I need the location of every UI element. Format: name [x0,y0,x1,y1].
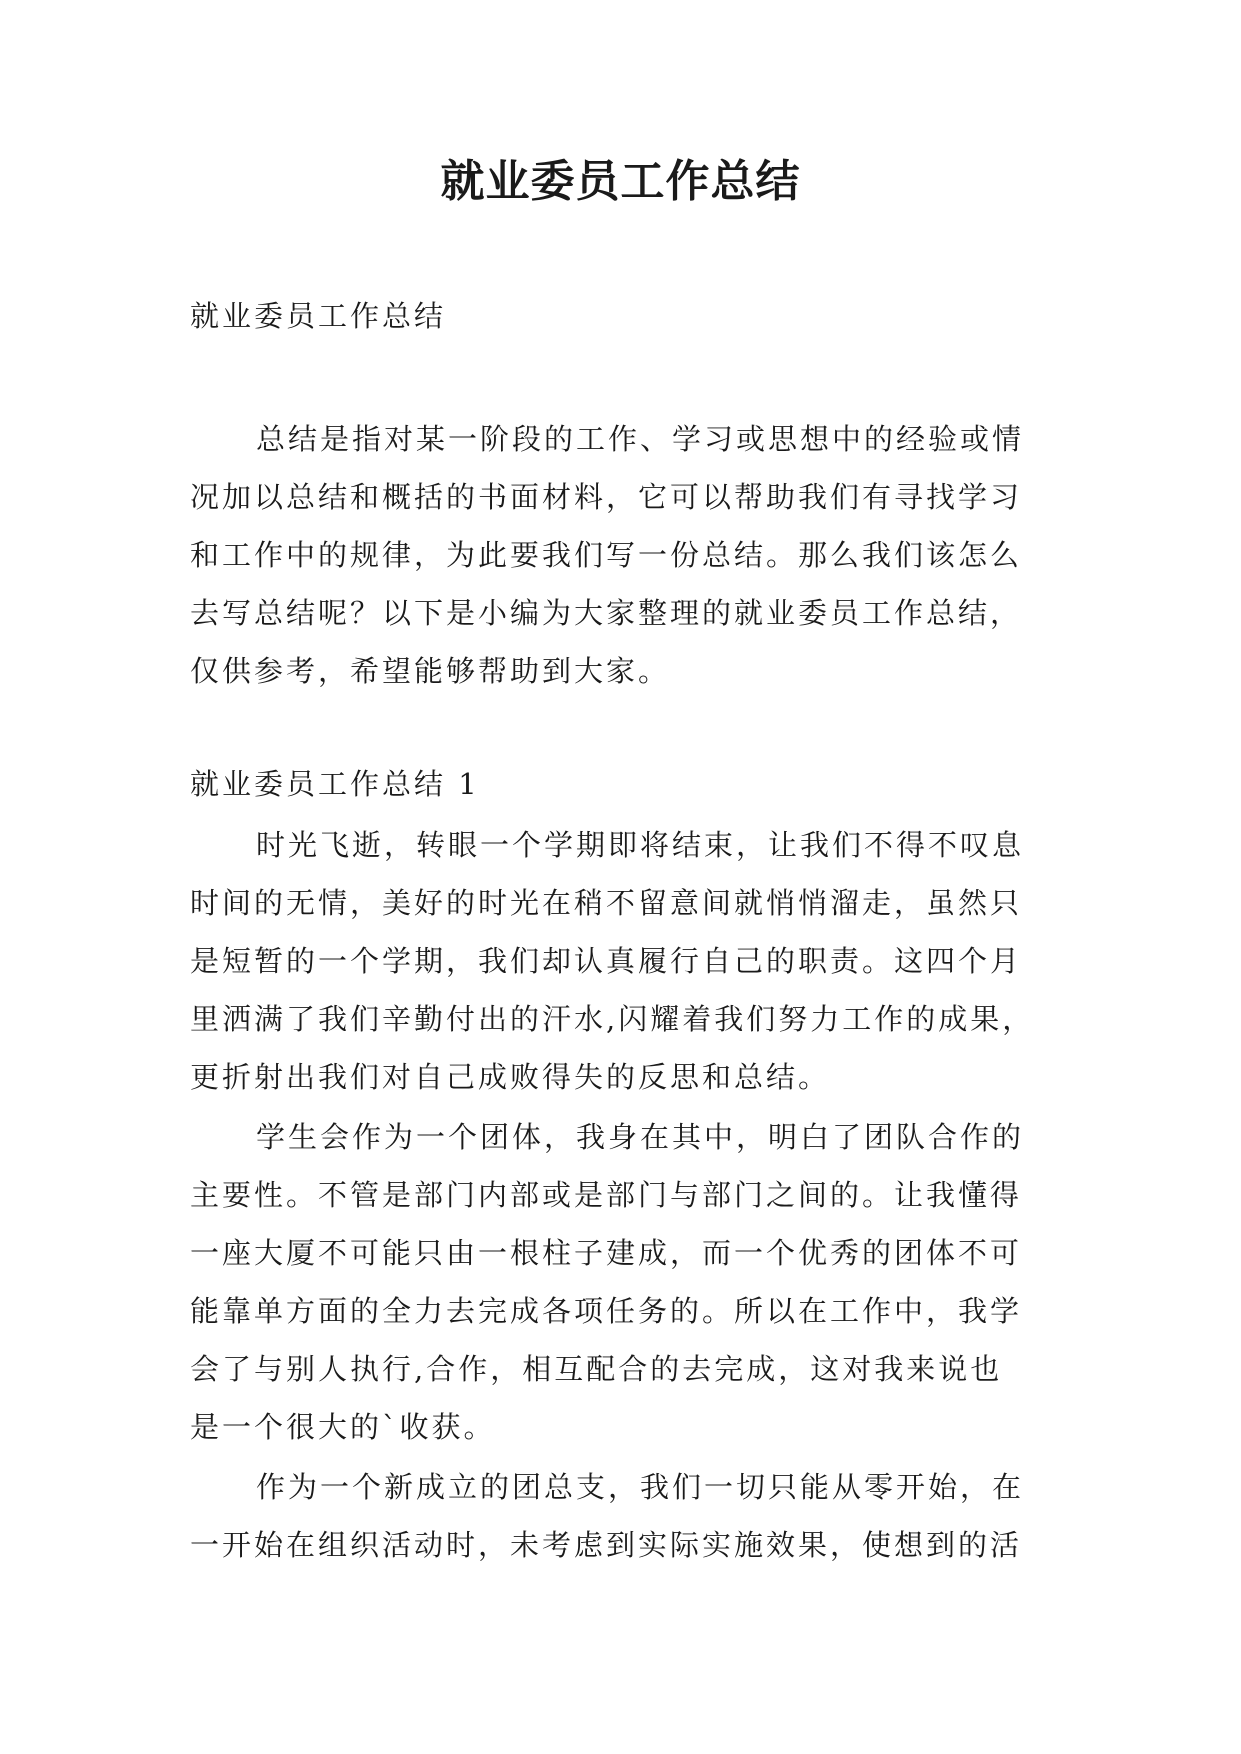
paragraph-line: 是短暂的一个学期，我们却认真履行自己的职责。这四个月 [190,944,1023,978]
paragraph-line: 能靠单方面的全力去完成各项任务的。所以在工作中，我学 [190,1294,1023,1328]
paragraph-line: 主要性。不管是部门内部或是部门与部门之间的。让我懂得 [190,1178,1023,1212]
paragraph-line: 和工作中的规律，为此要我们写一份总结。那么我们该怎么 [190,538,1023,572]
paragraph-line: 时间的无情，美好的时光在稍不留意间就悄悄溜走，虽然只 [190,886,1023,920]
paragraph-line: 一座大厦不可能只由一根柱子建成，而一个优秀的团体不可 [190,1236,1023,1270]
paragraph-line: 仅供参考，希望能够帮助到大家。 [190,654,671,688]
paragraph-line: 总结是指对某一阶段的工作、学习或思想中的经验或情 [256,422,1025,456]
paragraph-line: 会了与别人执行,合作，相互配合的去完成，这对我来说也 [190,1352,1003,1386]
document-subtitle: 就业委员工作总结 [190,299,447,333]
paragraph-line: 时光飞逝，转眼一个学期即将结束，让我们不得不叹息 [256,828,1025,862]
paragraph-line: 更折射出我们对自己成败得失的反思和总结。 [190,1060,831,1094]
paragraph-line: 况加以总结和概括的书面材料，它可以帮助我们有寻找学习 [190,480,1023,514]
paragraph-line: 是一个很大的`收获。 [190,1410,496,1444]
intro-paragraph [190,410,1070,700]
paragraph-line: 一开始在组织活动时，未考虑到实际实施效果，使想到的活 [190,1528,1023,1562]
section-heading: 就业委员工作总结 1 [190,767,480,801]
document-title: 就业委员工作总结 [440,156,801,207]
paragraph-line: 去写总结呢？以下是小编为大家整理的就业委员工作总结， [190,596,1023,630]
body-paragraph-3 [190,1458,1070,1574]
paragraph-line: 作为一个新成立的团总支，我们一切只能从零开始，在 [256,1470,1025,1504]
paragraph-line: 里洒满了我们辛勤付出的汗水,闪耀着我们努力工作的成果， [190,1002,1035,1036]
body-paragraph-1 [190,816,1070,1106]
paragraph-line: 学生会作为一个团体，我身在其中，明白了团队合作的 [256,1120,1025,1154]
body-paragraph-2 [190,1108,1070,1456]
